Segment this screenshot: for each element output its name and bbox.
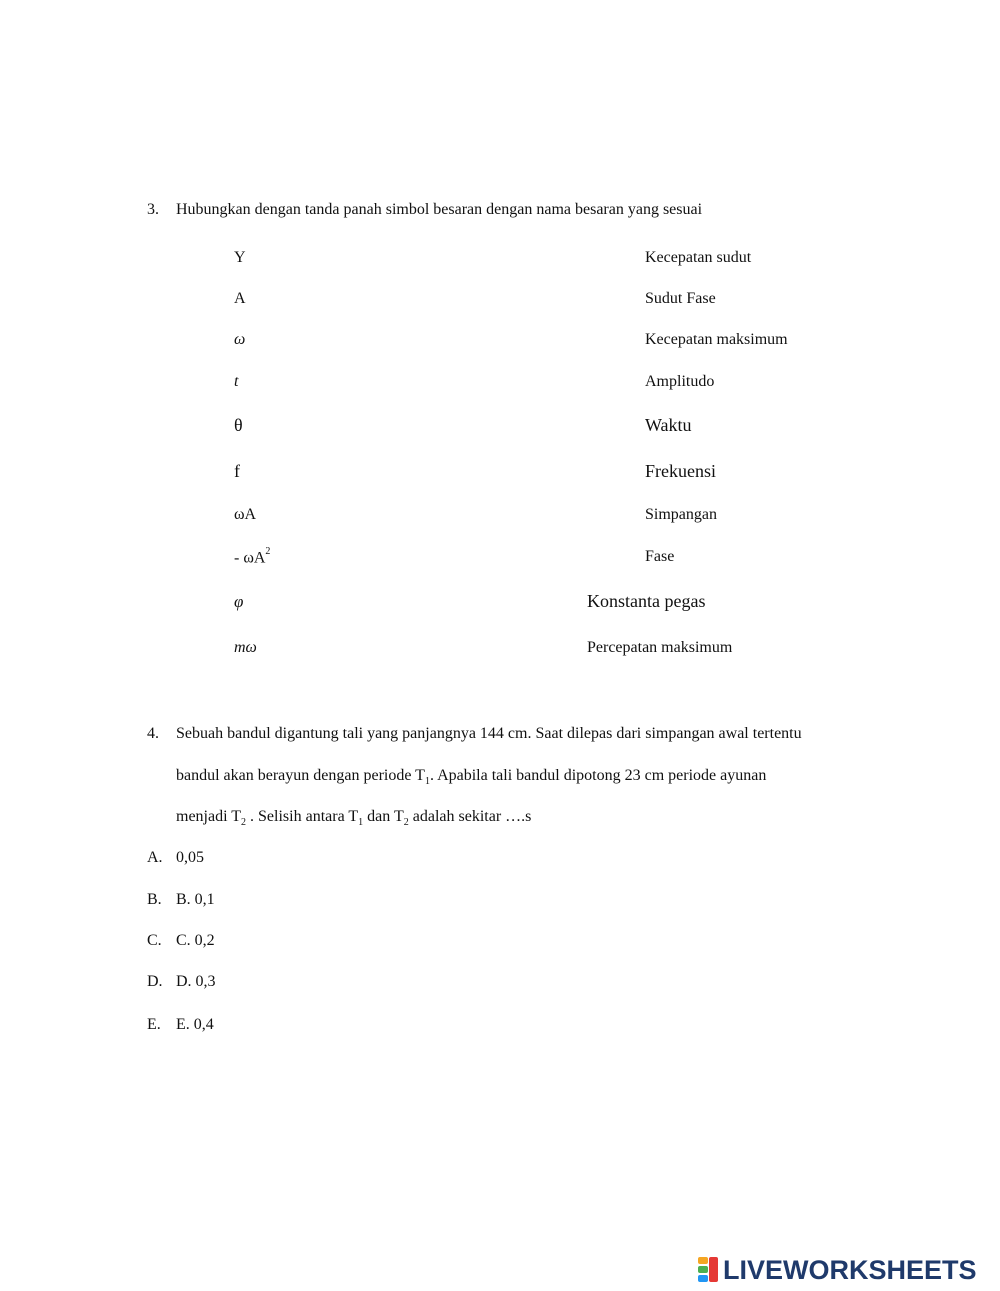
liveworksheets-logo-text: LIVEWORKSHEETS: [723, 1254, 977, 1285]
question-4-line-3-b: . Selisih antara T: [246, 808, 359, 825]
name-konstanta-pegas[interactable]: Konstanta pegas: [587, 591, 706, 611]
name-sudut-fase[interactable]: Sudut Fase: [645, 290, 716, 307]
option-c[interactable]: C. 0,2: [176, 932, 215, 949]
liveworksheets-logo: [698, 1256, 977, 1284]
option-a[interactable]: 0,05: [176, 849, 204, 866]
symbol-neg-omega-a-squared[interactable]: [234, 548, 270, 567]
symbol-omega[interactable]: ω: [234, 331, 246, 348]
symbol-phi[interactable]: φ: [234, 592, 244, 611]
name-frekuensi[interactable]: Frekuensi: [645, 461, 716, 481]
option-b-letter: B.: [147, 891, 162, 908]
option-d-letter: D.: [147, 973, 163, 990]
question-4-line-3-d: adalah sekitar ….s: [408, 808, 532, 825]
option-e-letter: E.: [147, 1016, 161, 1033]
symbol-m-omega[interactable]: mω: [234, 639, 257, 656]
superscript-2: 2: [265, 546, 271, 557]
name-kecepatan-sudut[interactable]: Kecepatan sudut: [645, 249, 752, 266]
question-4-line-1: Sebuah bandul digantung tali yang panjangnya 144 cm. Saat dilepas dari simpangan awal tertentu: [176, 725, 802, 742]
question-4-line-2-b: . Apabila tali bandul dipotong 23 cm periode ayunan: [429, 767, 767, 784]
question-4-line-2-a: bandul akan berayun dengan periode T: [176, 767, 425, 784]
name-simpangan[interactable]: Simpangan: [645, 506, 717, 523]
name-waktu[interactable]: Waktu: [645, 415, 692, 435]
name-percepatan-maksimum[interactable]: Percepatan maksimum: [587, 639, 733, 656]
subscript-t1-b: 1: [358, 817, 364, 829]
question-4-number: 4.: [147, 725, 159, 742]
liveworksheets-mark-icon: [698, 1257, 720, 1283]
option-d[interactable]: D. 0,3: [176, 973, 216, 990]
subscript-t2: 2: [241, 817, 247, 829]
symbol-t[interactable]: t: [234, 373, 239, 390]
symbol-f[interactable]: f: [234, 461, 240, 481]
option-c-letter: C.: [147, 932, 162, 949]
question-4-line-3: [176, 808, 531, 828]
symbol-a[interactable]: A: [234, 290, 246, 307]
option-b[interactable]: B. 0,1: [176, 891, 215, 908]
name-amplitudo[interactable]: Amplitudo: [645, 373, 715, 390]
symbol-neg-omega-a-text: - ωA: [234, 549, 266, 567]
question-3-text: Hubungkan dengan tanda panah simbol besaran dengan nama besaran yang sesuai: [176, 201, 703, 218]
subscript-t1: 1: [424, 776, 430, 788]
subscript-t2-b: 2: [403, 817, 409, 829]
question-3-number: 3.: [147, 201, 159, 218]
symbol-y[interactable]: Y: [234, 249, 246, 266]
name-fase[interactable]: Fase: [645, 548, 675, 565]
question-4-line-3-c: dan T: [363, 808, 404, 825]
name-kecepatan-maksimum[interactable]: Kecepatan maksimum: [645, 331, 788, 348]
question-4-line-2: [176, 767, 766, 787]
symbol-omega-a[interactable]: ωA: [234, 506, 257, 523]
question-4-line-3-a: menjadi T: [176, 808, 242, 825]
option-a-letter: A.: [147, 849, 163, 866]
option-e[interactable]: E. 0,4: [176, 1016, 214, 1033]
symbol-theta[interactable]: θ: [234, 415, 243, 435]
